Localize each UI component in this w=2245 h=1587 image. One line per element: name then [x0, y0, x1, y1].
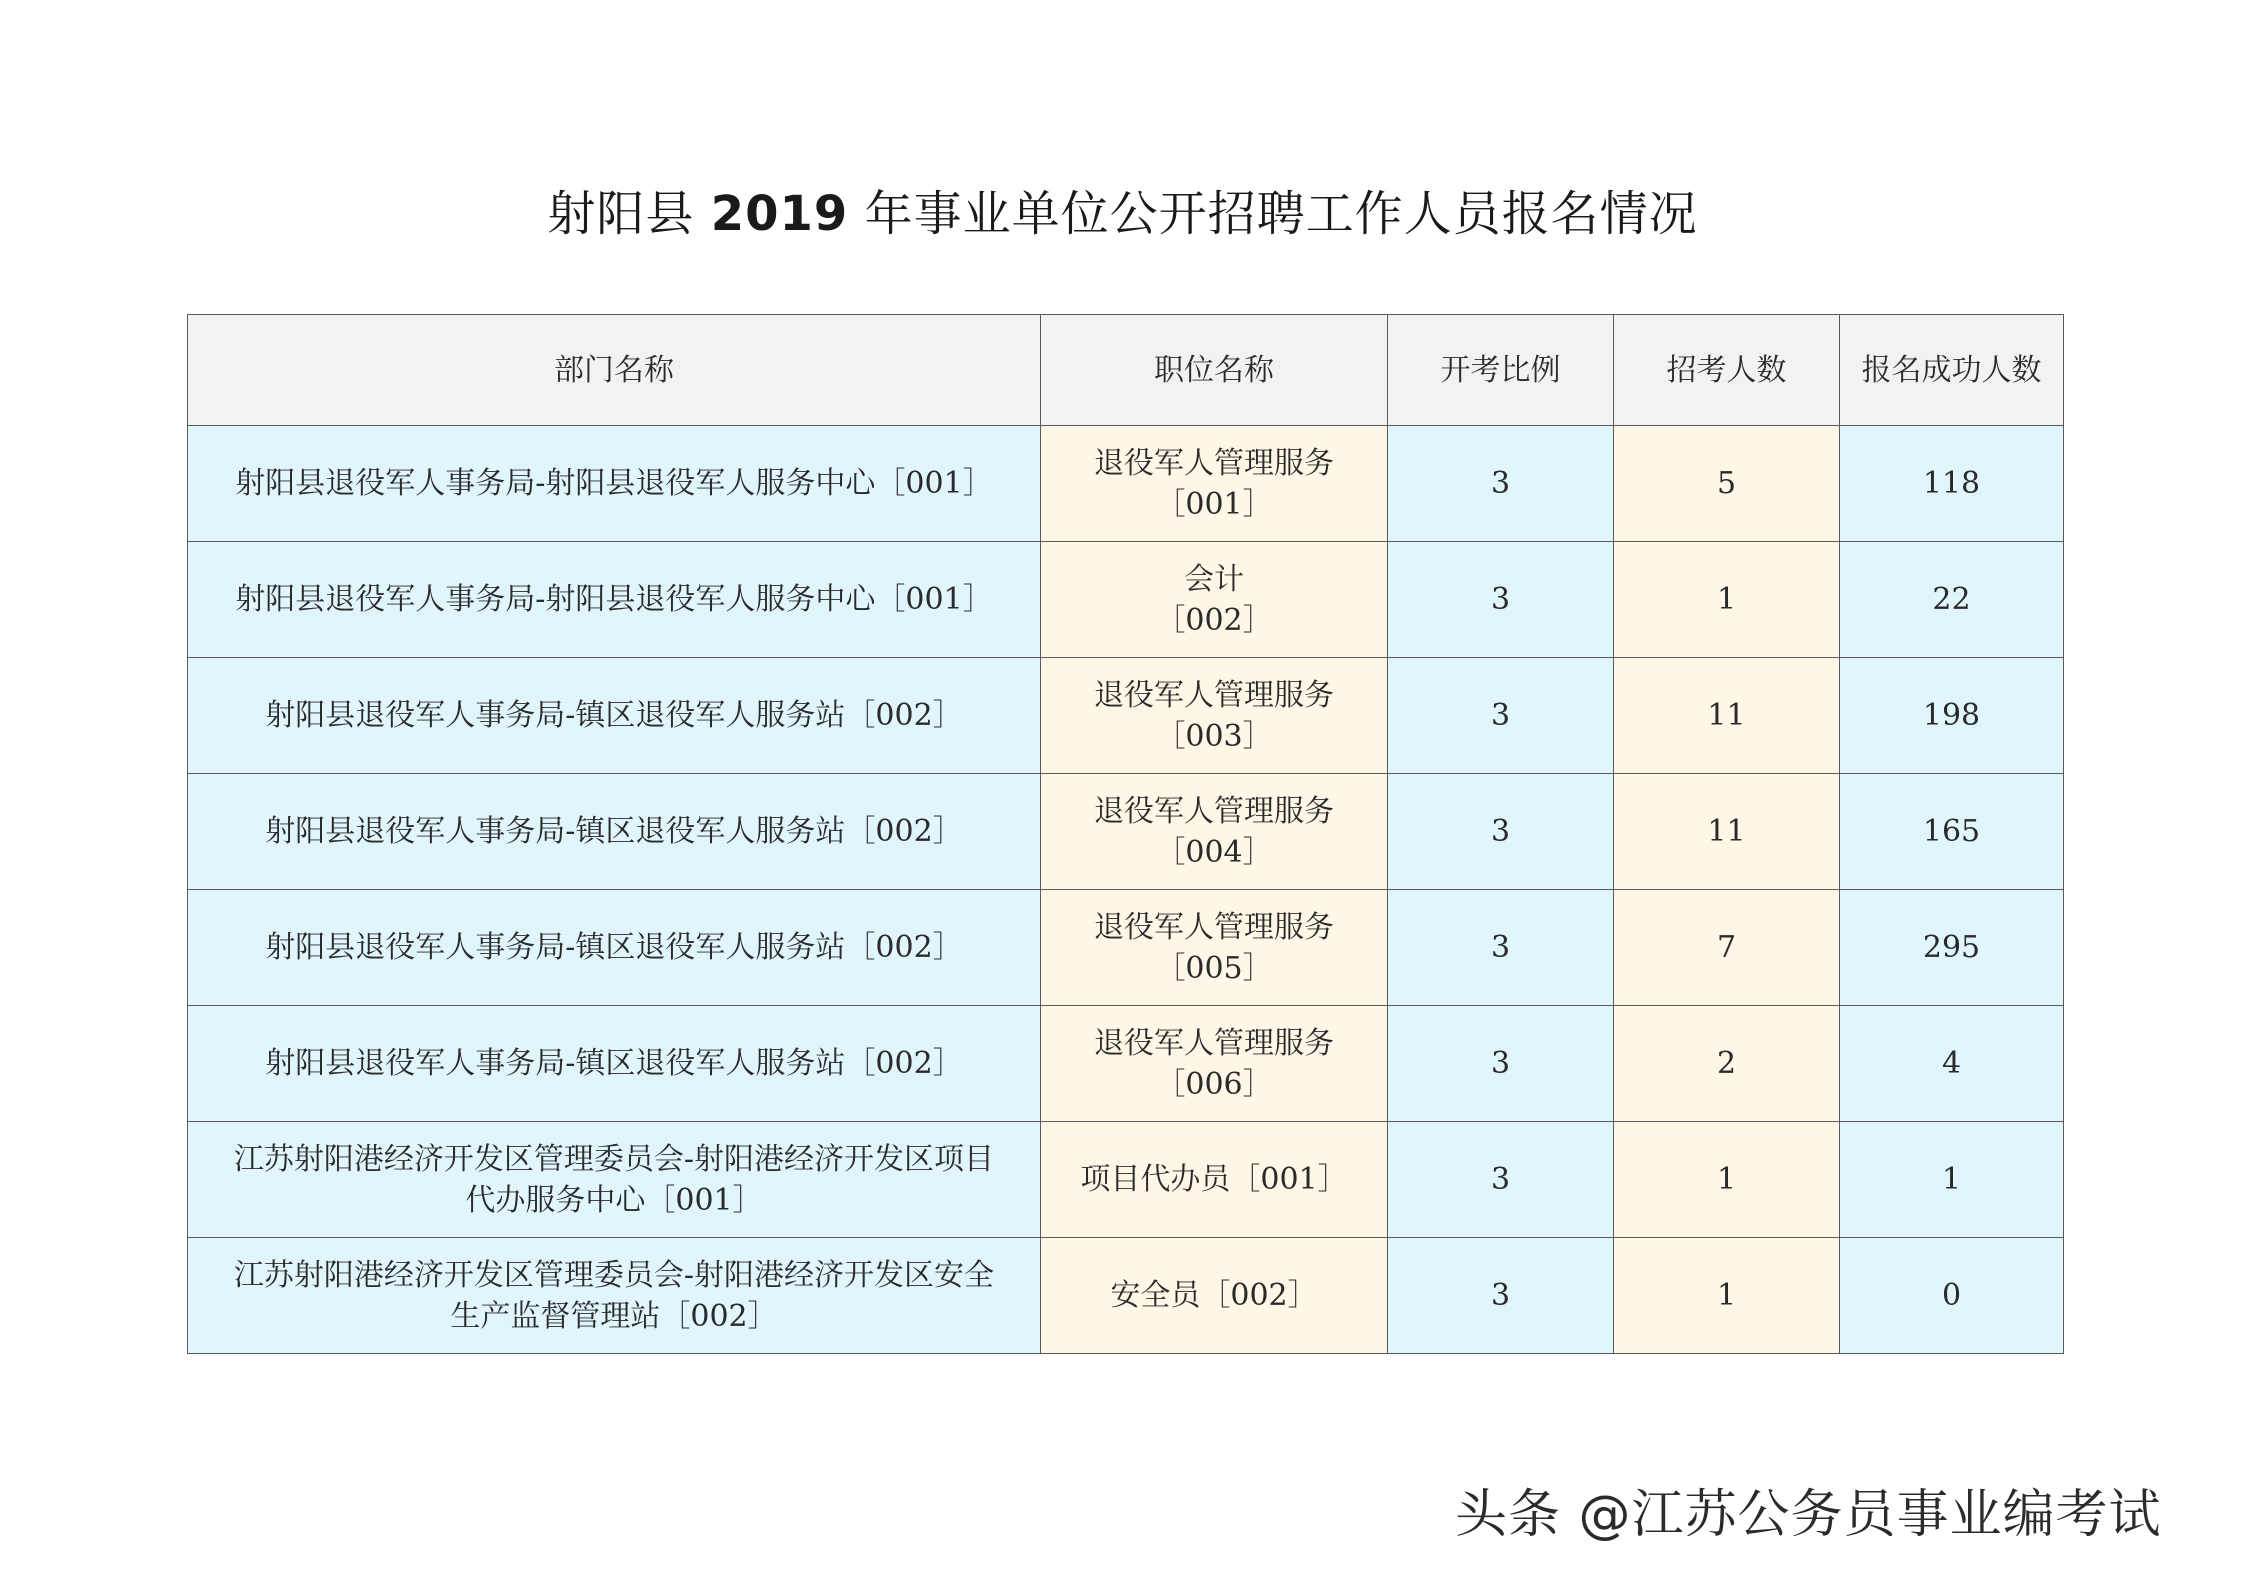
cell-position	[1041, 890, 1388, 1006]
cell-department-line: 射阳县退役军人事务局-射阳县退役军人服务中心［001］	[235, 582, 993, 617]
cell-success: 22	[1840, 542, 2064, 658]
cell-position-line: ［002］	[1155, 602, 1273, 638]
cell-success: 0	[1840, 1238, 2064, 1354]
table-row	[188, 774, 2064, 890]
cell-position-line: ［006］	[1155, 1066, 1273, 1102]
title-year: 2019	[710, 186, 849, 242]
table-body	[188, 426, 2064, 1354]
table-row	[188, 1006, 2064, 1122]
cell-department	[188, 658, 1041, 774]
cell-position	[1041, 542, 1388, 658]
cell-position	[1041, 426, 1388, 542]
title-prefix: 射阳县	[547, 186, 695, 242]
cell-recruit: 2	[1614, 1006, 1840, 1122]
cell-position-line: 安全员［002］	[1110, 1278, 1318, 1313]
cell-ratio: 3	[1388, 890, 1614, 1006]
cell-ratio: 3	[1388, 1122, 1614, 1238]
cell-ratio: 3	[1388, 774, 1614, 890]
cell-department	[188, 1238, 1041, 1354]
document-title	[0, 178, 2245, 250]
cell-position-line: ［004］	[1155, 834, 1273, 870]
table-row	[188, 1122, 2064, 1238]
cell-department	[188, 1006, 1041, 1122]
cell-department	[188, 1122, 1041, 1238]
cell-recruit: 1	[1614, 1238, 1840, 1354]
cell-position-line: ［005］	[1155, 950, 1273, 986]
cell-success: 198	[1840, 658, 2064, 774]
header-department: 部门名称	[188, 315, 1041, 426]
cell-success: 295	[1840, 890, 2064, 1006]
title-suffix: 年事业单位公开招聘工作人员报名情况	[864, 186, 1698, 242]
header-recruit: 招考人数	[1614, 315, 1840, 426]
cell-department	[188, 426, 1041, 542]
cell-position-line: 退役军人管理服务	[1094, 445, 1334, 481]
cell-success: 165	[1840, 774, 2064, 890]
cell-position-line: ［001］	[1155, 486, 1273, 522]
cell-department-line: 射阳县退役军人事务局-镇区退役军人服务站［002］	[265, 930, 963, 965]
table-row	[188, 890, 2064, 1006]
cell-ratio: 3	[1388, 426, 1614, 542]
cell-ratio: 3	[1388, 1238, 1614, 1354]
registration-table	[187, 314, 2064, 1354]
cell-success: 4	[1840, 1006, 2064, 1122]
cell-recruit: 1	[1614, 542, 1840, 658]
cell-position	[1041, 1238, 1388, 1354]
cell-recruit: 5	[1614, 426, 1840, 542]
cell-department-line: 江苏射阳港经济开发区管理委员会-射阳港经济开发区项目	[233, 1141, 995, 1177]
header-success: 报名成功人数	[1840, 315, 2064, 426]
cell-recruit: 11	[1614, 658, 1840, 774]
cell-success: 118	[1840, 426, 2064, 542]
cell-department-line: 射阳县退役军人事务局-射阳县退役军人服务中心［001］	[235, 466, 993, 501]
cell-recruit: 1	[1614, 1122, 1840, 1238]
table-header-row	[188, 315, 2064, 426]
cell-position-line: 退役军人管理服务	[1094, 677, 1334, 713]
cell-ratio: 3	[1388, 1006, 1614, 1122]
cell-department	[188, 774, 1041, 890]
cell-position-line: 退役军人管理服务	[1094, 1025, 1334, 1061]
cell-position	[1041, 1122, 1388, 1238]
cell-position	[1041, 774, 1388, 890]
cell-position-line: 退役军人管理服务	[1094, 909, 1334, 945]
header-position: 职位名称	[1041, 315, 1388, 426]
cell-department-line: 生产监督管理站［002］	[450, 1298, 778, 1334]
cell-department-line: 射阳县退役军人事务局-镇区退役军人服务站［002］	[265, 1046, 963, 1081]
cell-recruit: 11	[1614, 774, 1840, 890]
cell-department-line: 射阳县退役军人事务局-镇区退役军人服务站［002］	[265, 698, 963, 733]
table-row	[188, 426, 2064, 542]
cell-department-line: 代办服务中心［001］	[465, 1182, 763, 1218]
table-row	[188, 542, 2064, 658]
cell-ratio: 3	[1388, 658, 1614, 774]
cell-ratio: 3	[1388, 542, 1614, 658]
cell-position	[1041, 658, 1388, 774]
header-ratio: 开考比例	[1388, 315, 1614, 426]
table-row	[188, 1238, 2064, 1354]
watermark: 头条 @江苏公务员事业编考试	[1455, 1485, 2162, 1545]
cell-position-line: 退役军人管理服务	[1094, 793, 1334, 829]
cell-position	[1041, 1006, 1388, 1122]
cell-department-line: 射阳县退役军人事务局-镇区退役军人服务站［002］	[265, 814, 963, 849]
cell-department	[188, 890, 1041, 1006]
cell-position-line: 项目代办员［001］	[1080, 1162, 1348, 1197]
cell-position-line: ［003］	[1155, 718, 1273, 754]
cell-department	[188, 542, 1041, 658]
cell-success: 1	[1840, 1122, 2064, 1238]
cell-position-line: 会计	[1184, 561, 1244, 597]
table-row	[188, 658, 2064, 774]
cell-recruit: 7	[1614, 890, 1840, 1006]
cell-department-line: 江苏射阳港经济开发区管理委员会-射阳港经济开发区安全	[233, 1257, 995, 1293]
